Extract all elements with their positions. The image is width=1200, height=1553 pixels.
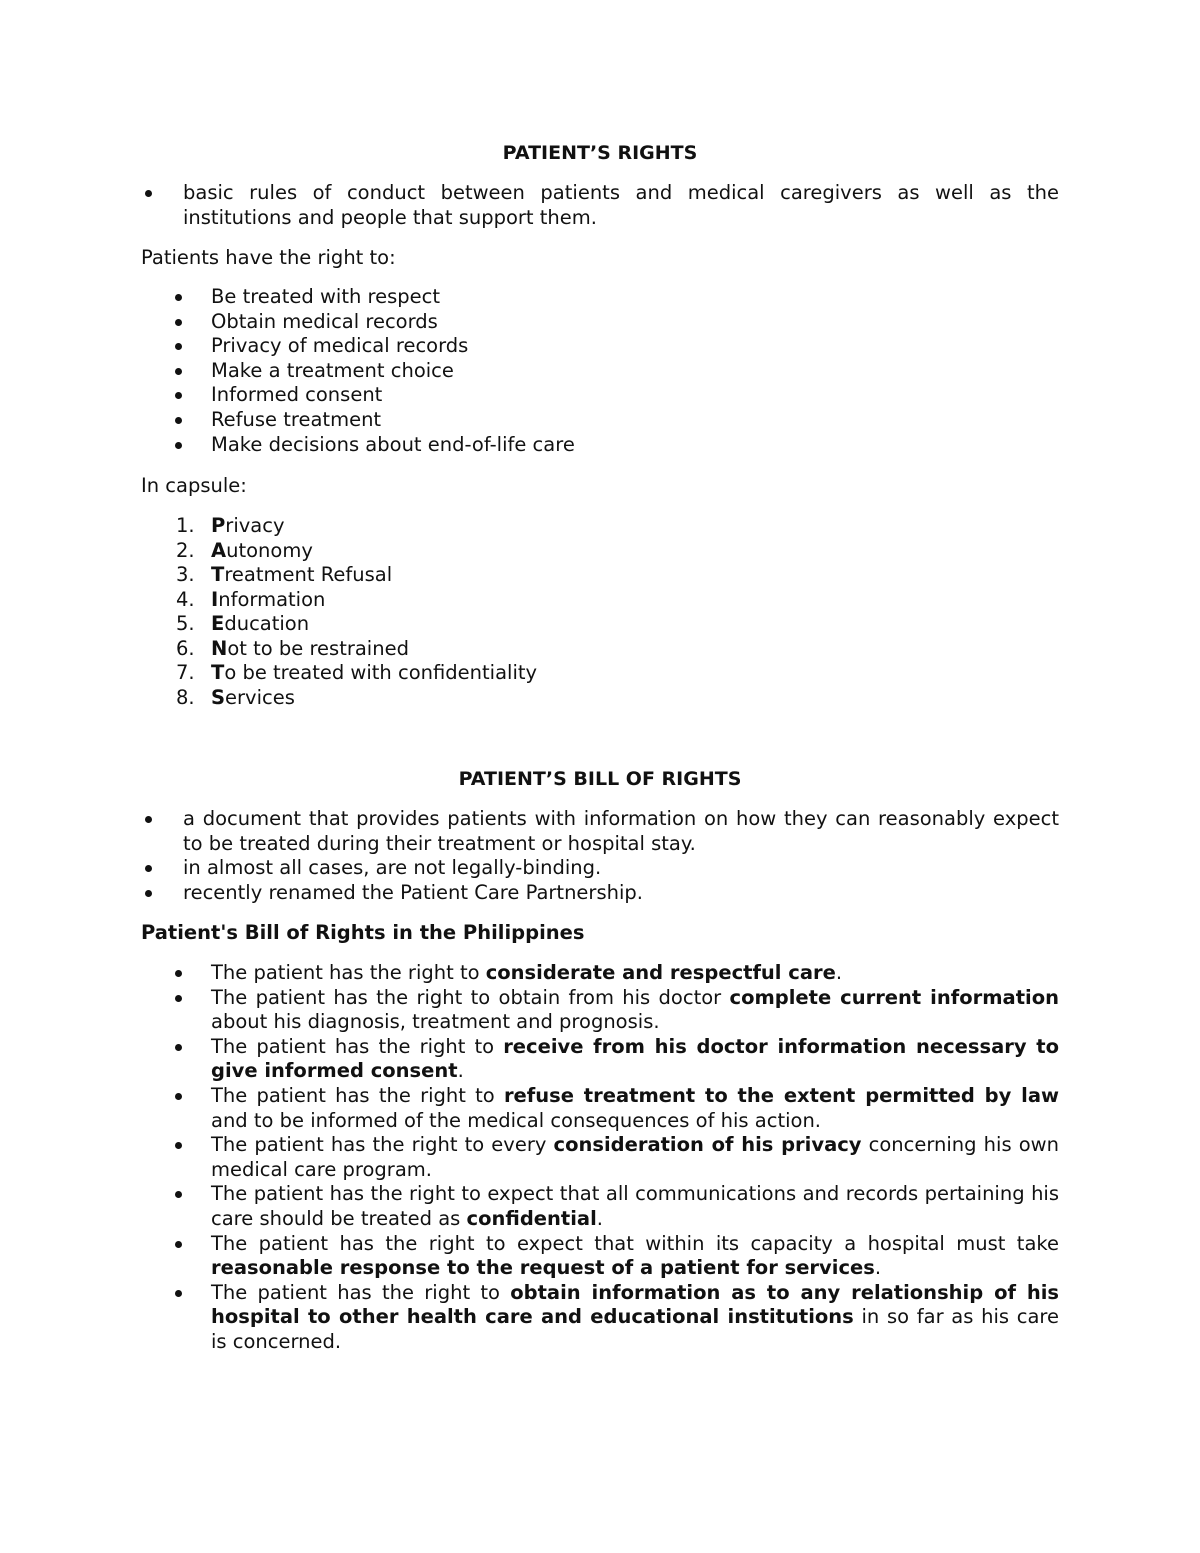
list-item — [170, 310, 1059, 335]
list-item — [170, 1281, 1059, 1355]
emphasis-text: reasonable response to the request of a patient for services — [211, 1256, 875, 1280]
list-item-text: Obtain medical records — [211, 309, 438, 333]
list-item — [141, 807, 1059, 856]
list-number: 4. — [176, 587, 195, 611]
list-item — [170, 961, 1059, 986]
list-number: 7. — [176, 661, 195, 684]
list-item-text: rivacy — [225, 514, 285, 537]
list-number: 5. — [176, 612, 195, 635]
list-item-text: Privacy of medical records — [211, 334, 469, 358]
bullet-icon — [175, 1142, 182, 1149]
emphasis-text: complete current information — [729, 985, 1059, 1009]
emphasis-text: consideration of his privacy — [553, 1133, 862, 1157]
bullet-icon — [175, 343, 182, 350]
capsule-label: In capsule: — [141, 474, 247, 497]
list-item — [170, 661, 770, 686]
list-item — [170, 383, 1059, 408]
list-item — [170, 1133, 1059, 1182]
list-item-text: The patient has the right to — [211, 1280, 511, 1304]
list-item-text: about his diagnosis, treatment and prognosis. — [211, 1010, 660, 1034]
list-item-text: concerning his own medical care program. — [211, 1133, 1059, 1181]
list-number: 8. — [176, 685, 195, 709]
list-item-text: . — [835, 961, 843, 984]
definition-list — [141, 181, 1059, 230]
list-item — [170, 539, 770, 564]
list-item — [170, 563, 770, 588]
list-item — [170, 588, 770, 613]
philippines-rights-list — [170, 961, 1059, 1355]
emphasis-text: receive from his doctor information necessary to give informed consent — [211, 1034, 1060, 1083]
bullet-icon — [175, 294, 182, 301]
list-item-text: The patient has the right to expect that all communications and records pertaining his care should be treated as — [211, 1182, 1059, 1230]
list-item-text: reatment Refusal — [224, 563, 393, 586]
list-item — [170, 686, 770, 711]
list-item — [170, 514, 770, 539]
list-item — [170, 334, 1059, 359]
list-item — [170, 1232, 1059, 1281]
list-item-text: in almost all cases, are not legally-binding. — [183, 856, 602, 880]
list-item — [170, 285, 1059, 310]
list-item-text: The patient has the right to — [211, 1034, 504, 1058]
bullet-icon — [175, 1093, 182, 1100]
list-item-text: Informed consent — [211, 383, 383, 407]
list-item-text: recently renamed the Patient Care Partnership. — [183, 880, 643, 904]
bullet-icon — [175, 417, 182, 424]
list-item-text: Be treated with respect — [211, 285, 441, 308]
list-item — [141, 881, 1059, 906]
list-item — [170, 359, 1059, 384]
list-item-text: ot to be restrained — [227, 636, 409, 660]
list-item — [170, 1035, 1059, 1084]
rights-intro: Patients have the right to: — [141, 246, 396, 269]
list-item-text: ducation — [224, 612, 310, 635]
list-number: 1. — [176, 514, 195, 537]
emphasis-text: considerate and respectful care — [485, 961, 836, 984]
acronym-initial: A — [211, 538, 227, 562]
definition-text: basic rules of conduct between patients and medical caregivers as well as the institutions and people that support them. — [183, 181, 1059, 229]
list-item-text: nformation — [218, 587, 326, 611]
list-item — [170, 986, 1059, 1035]
list-number: 6. — [176, 636, 195, 660]
bullet-icon — [145, 190, 152, 197]
rights-list — [170, 285, 1059, 457]
section-title-bill-of-rights: PATIENT’S BILL OF RIGHTS — [458, 768, 742, 790]
bullet-icon — [175, 392, 182, 399]
philippines-subheading: Patient's Bill of Rights in the Philippines — [141, 921, 585, 944]
bullet-icon — [175, 319, 182, 326]
acronym-initial: P — [211, 514, 226, 537]
bill-points-list — [141, 807, 1059, 905]
capsule-list — [170, 514, 770, 710]
emphasis-text: refuse treatment to the extent permitted by law — [503, 1083, 1060, 1107]
definition-item — [141, 181, 1059, 230]
acronym-initial: S — [211, 685, 226, 709]
emphasis-text: obtain information as to any relationship of his hospital to other health care and educational institutions — [211, 1280, 1060, 1329]
list-number: 3. — [176, 563, 195, 586]
list-item-text: . — [596, 1206, 603, 1230]
list-item-text: Refuse treatment — [211, 407, 382, 431]
list-item-text: and to be informed of the medical consequences of his action. — [211, 1108, 822, 1132]
list-item-text: . — [874, 1256, 882, 1280]
bullet-icon — [175, 995, 182, 1002]
list-item-text: The patient has the right to — [211, 961, 486, 984]
acronym-initial: I — [211, 587, 219, 611]
bullet-icon — [145, 865, 152, 872]
list-item — [170, 612, 770, 637]
bullet-icon — [145, 816, 152, 823]
list-item-text: in so far as his care is concerned. — [211, 1305, 1059, 1353]
acronym-initial: T — [211, 661, 225, 684]
bullet-icon — [175, 368, 182, 375]
list-item — [170, 637, 770, 662]
list-item-text: Make decisions about end-of-life care — [211, 432, 575, 456]
bullet-icon — [175, 442, 182, 449]
list-item-text: ervices — [225, 685, 295, 709]
bullet-icon — [175, 1191, 182, 1198]
bullet-icon — [175, 1290, 182, 1297]
acronym-initial: T — [211, 563, 225, 586]
list-item-text: . — [457, 1059, 464, 1083]
bullet-icon — [175, 970, 182, 977]
emphasis-text: confidential — [466, 1206, 597, 1230]
list-item — [141, 856, 1059, 881]
acronym-initial: N — [211, 636, 228, 660]
acronym-initial: E — [211, 612, 225, 635]
list-item — [170, 433, 1059, 458]
list-item — [170, 1182, 1059, 1231]
bullet-icon — [145, 890, 152, 897]
list-item-text: Make a treatment choice — [211, 358, 454, 382]
section-title-patients-rights: PATIENT’S RIGHTS — [502, 142, 698, 164]
list-item-text: utonomy — [226, 538, 313, 562]
list-item-text: o be treated with confidentiality — [224, 661, 538, 684]
list-item — [170, 1084, 1059, 1133]
list-item — [170, 408, 1059, 433]
list-item-text: The patient has the right to expect that within its capacity a hospital must take — [211, 1231, 1059, 1255]
list-item-text: The patient has the right to obtain from his doctor — [211, 985, 730, 1009]
list-number: 2. — [176, 538, 195, 562]
list-item-text: The patient has the right to — [211, 1083, 504, 1107]
bullet-icon — [175, 1241, 182, 1248]
list-item-text: The patient has the right to every — [211, 1133, 554, 1157]
bullet-icon — [175, 1044, 182, 1051]
list-item-text: a document that provides patients with information on how they can reasonably expect to be treated during their treatment or hospital stay. — [183, 807, 1059, 855]
